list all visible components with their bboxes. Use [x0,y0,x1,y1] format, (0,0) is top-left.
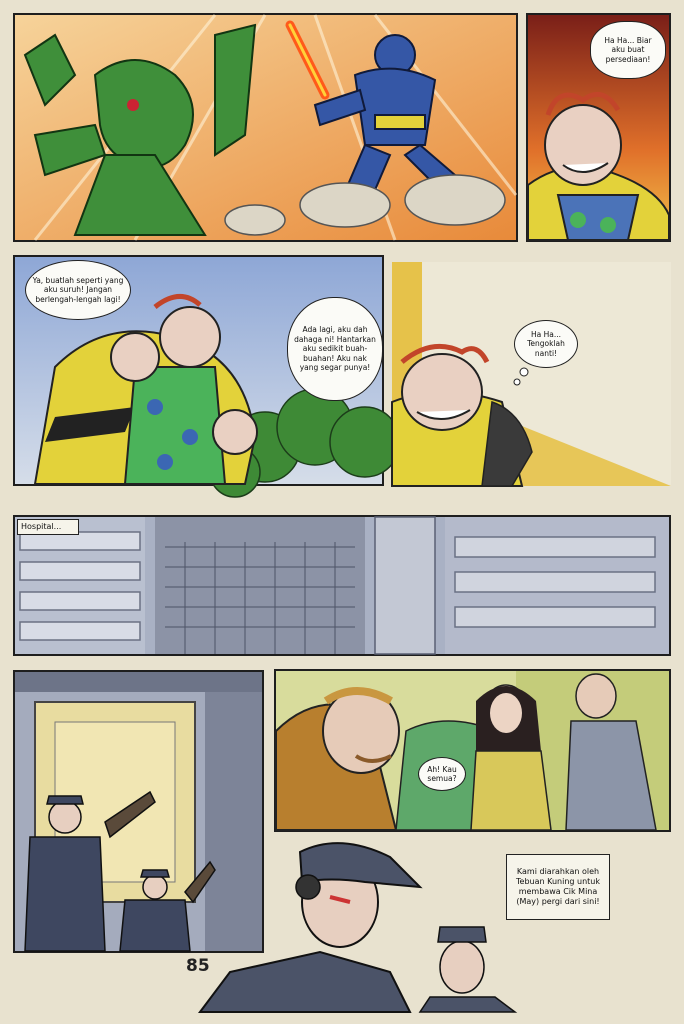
panel-villain-laugh [526,13,671,242]
speech-bubble-order-left [25,260,131,320]
thought-bubble-villain [514,320,578,368]
caption-location [17,519,79,535]
panel-villain-think [392,262,671,486]
panel-soldier-speaks [190,832,600,1012]
panel-hospital [13,515,671,656]
speech-text: Ya, buatlah seperti yang aku suruh! Jangan berlengah-lengah lagi! [32,275,124,304]
speech-text: Ah! Kau semua? [427,764,457,783]
hospital-room-illustration [276,671,669,830]
speech-bubble-woman [418,757,466,791]
caption-soldier-speech [506,854,610,920]
speech-bubble-order-right [287,297,383,401]
thought-text: Ha Ha... Tengoklah nanti! [527,329,565,358]
caption-text: Hospital... [21,522,62,531]
speech-bubble-villain-laugh [590,21,666,79]
page-number: 85 [186,956,210,976]
panel-fight [13,13,518,242]
soldier-speaks-illustration [190,832,560,1012]
villain-think-illustration [392,262,671,486]
speech-text: Ha Ha... Biar aku buat persediaan! [604,35,652,64]
fight-illustration [15,15,516,240]
panel-hospital-room [274,669,671,832]
hospital-illustration [15,517,669,654]
panel-villain-order [13,255,384,486]
caption-text: Kami diarahkan oleh Tebuan Kuning untuk membawa Cik Mina (May) pergi dari sini! [516,867,600,906]
speech-text: Ada lagi, aku dah dahaga ni! Hantarkan aku sedikit buah-buahan! Aku nak yang segar punya! [294,325,376,373]
